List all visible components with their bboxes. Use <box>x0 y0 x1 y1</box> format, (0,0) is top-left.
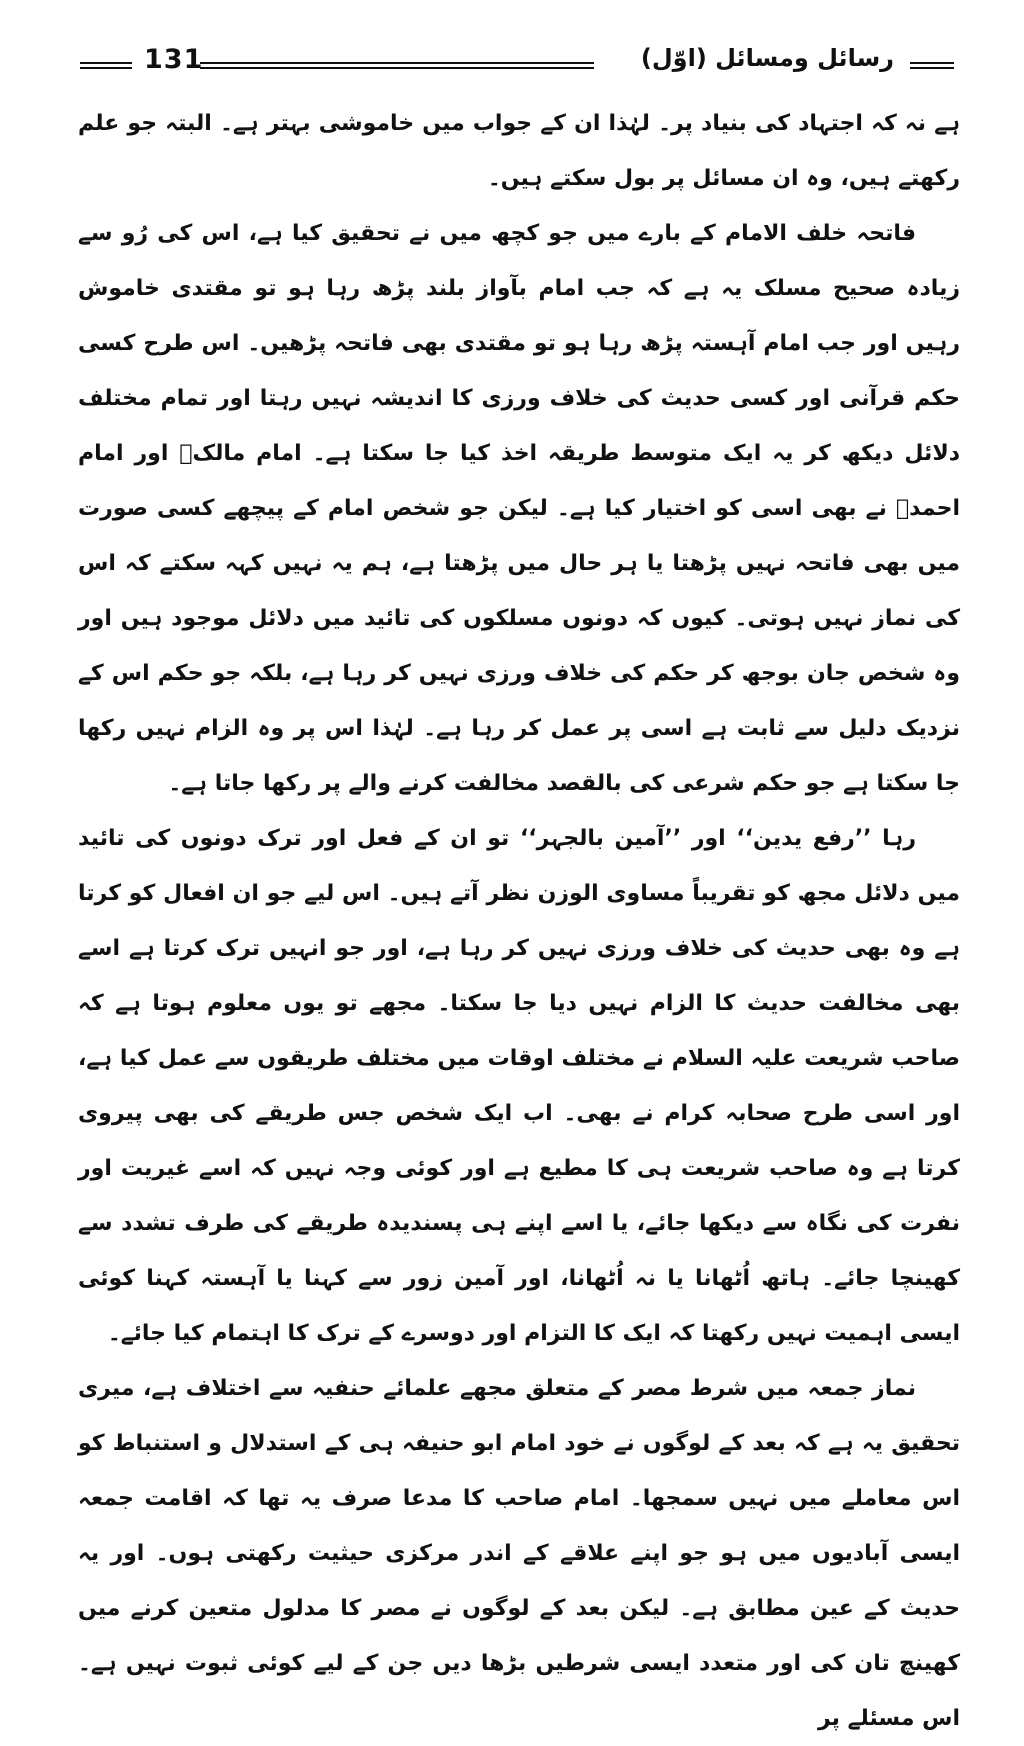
paragraph: فاتحہ خلف الامام کے بارے میں جو کچھ میں نے تحقیق کیا ہے، اس کی رُو سے زیادہ صحیح مسلک یہ ہے کہ جب امام بآواز بلند پڑھ رہا ہو تو مقتدی خاموش رہیں اور جب امام آہستہ پڑھ رہا ہو تو مقتدی بھی فاتحہ پڑھیں۔ اس طرح کسی حکم قرآنی اور کسی حدیث کی خلاف ورزی کا اندیشہ نہیں رہتا اور تمام مختلف دلائل دیکھ کر یہ ایک متوسط طریقہ اخذ کیا جا سکتا ہے۔ امام مالکؒ اور امام احمدؒ نے بھی اسی کو اختیار کیا ہے۔ لیکن جو شخص امام کے پیچھے کسی صورت میں بھی فاتحہ نہیں پڑھتا یا ہر حال میں پڑھتا ہے، ہم یہ نہیں کہہ سکتے کہ اس کی نماز نہیں ہوتی۔ کیوں کہ دونوں مسلکوں کی تائید میں دلائل موجود ہیں اور وہ شخص جان بوجھ کر حکم کی خلاف ورزی نہیں کر رہا ہے، بلکہ جو حکم اس کے نزدیک دلیل سے ثابت ہے اسی پر عمل کر رہا ہے۔ لہٰذا اس پر وہ الزام نہیں رکھا جا سکتا ہے جو حکم شرعی کی بالقصد مخالفت کرنے والے پر رکھا جاتا ہے۔ <box>78 221 960 796</box>
page-header <box>80 42 954 86</box>
page-number: 131 <box>144 44 204 75</box>
header-rule-right <box>910 62 954 69</box>
paragraph: رہا ’’رفع یدین‘‘ اور ’’آمین بالجہر‘‘ تو ان کے فعل اور ترک دونوں کی تائید میں دلائل مجھ کو تقریباً مساوی الوزن نظر آتے ہیں۔ اس لیے جو ان افعال کو کرتا ہے وہ بھی حدیث کی خلاف ورزی نہیں کر رہا ہے، اور جو انہیں ترک کرتا ہے اسے بھی مخالفت حدیث کا الزام نہیں دیا جا سکتا۔ مجھے تو یوں معلوم ہوتا ہے کہ صاحب شریعت علیہ السلام نے مختلف اوقات میں مختلف طریقوں سے عمل کیا ہے، اور اسی طرح صحابہ کرام نے بھی۔ اب ایک شخص جس طریقے کی بھی پیروی کرتا ہے وہ صاحب شریعت ہی کا مطیع ہے اور کوئی وجہ نہیں کہ اسے غیریت اور نفرت کی نگاہ سے دیکھا جائے، یا اسے اپنے ہی پسندیدہ طریقے کی طرف تشدد سے کھینچا جائے۔ ہاتھ اُٹھانا یا نہ اُٹھانا، اور آمین زور سے کہنا یا آہستہ کہنا کوئی ایسی اہمیت نہیں رکھتا کہ ایک کا التزام اور دوسرے کے ترک کا اہتمام کیا جائے۔ <box>78 826 960 1346</box>
header-rule-left <box>80 62 132 69</box>
running-title: رسائل ومسائل (اوّل) <box>640 44 894 72</box>
header-rule-middle <box>200 62 594 69</box>
paragraph: ہے نہ کہ اجتہاد کی بنیاد پر۔ لہٰذا ان کے جواب میں خاموشی بہتر ہے۔ البتہ جو علم رکھتے ہیں، وہ ان مسائل پر بول سکتے ہیں۔ <box>78 111 960 191</box>
paragraph: نماز جمعہ میں شرط مصر کے متعلق مجھے علمائے حنفیہ سے اختلاف ہے، میری تحقیق یہ ہے کہ بعد کے لوگوں نے خود امام ابو حنیفہ ہی کے استدلال و استنباط کو اس معاملے میں نہیں سمجھا۔ امام صاحب کا مدعا صرف یہ تھا کہ اقامت جمعہ ایسی آبادیوں میں ہو جو اپنے علاقے کے اندر مرکزی حیثیت رکھتی ہوں۔ اور یہ حدیث کے عین مطابق ہے۔ لیکن بعد کے لوگوں نے مصر کا مدلول متعین کرنے میں کھینچ تان کی اور متعدد ایسی شرطیں بڑھا دیں جن کے لیے کوئی ثبوت نہیں ہے۔ اس مسئلے پر <box>78 1376 960 1731</box>
body-text <box>78 96 960 1746</box>
